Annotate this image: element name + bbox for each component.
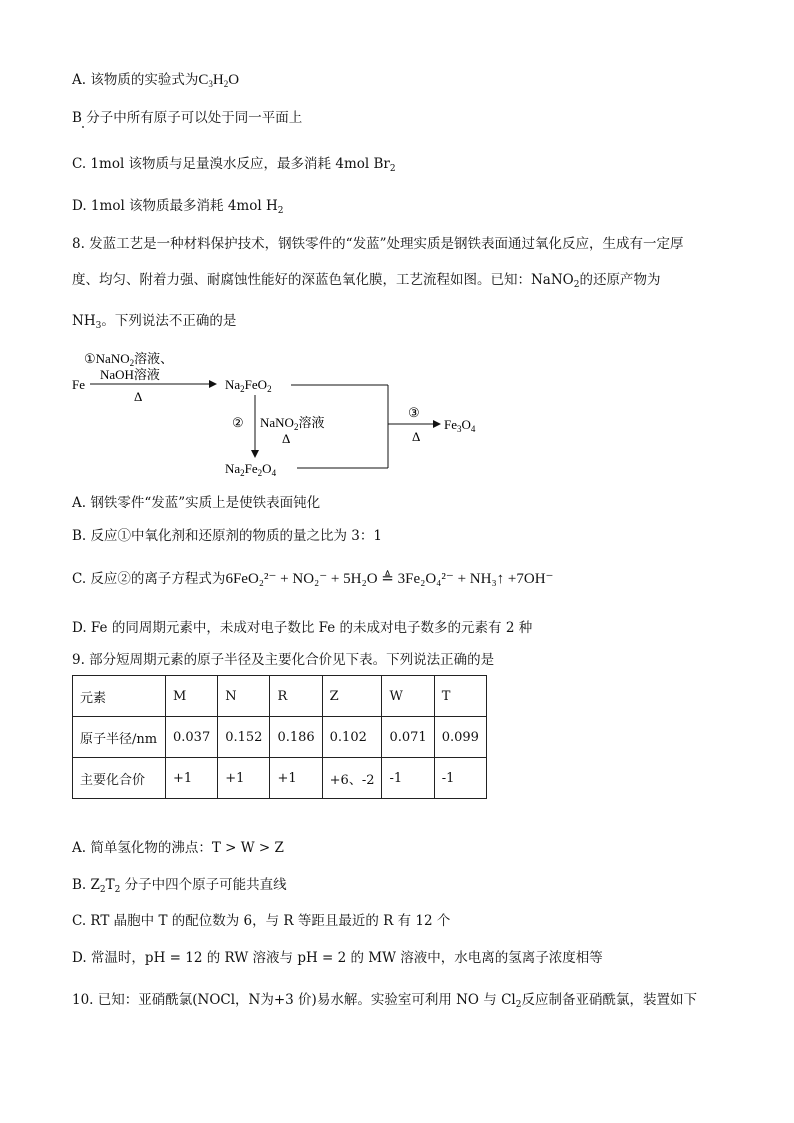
q8-option-d: D. Fe 的同周期元素中，未成对电子数比 Fe 的未成对电子数多的元素有 2 种 — [72, 620, 533, 636]
table-header-row — [73, 676, 487, 717]
step1-reagent-2: NaOH溶液 — [100, 367, 160, 382]
fe-label: Fe — [72, 377, 85, 392]
na2fe2o4-label: $Na_2Fe_2O_4$ — [225, 461, 277, 478]
q9-option-c: C. RT 晶胞中 T 的配位数为 6，与 R 等距且最近的 R 有 12 个 — [72, 913, 451, 929]
table-cell: +1 — [166, 758, 218, 799]
step2-delta: Δ — [282, 431, 291, 446]
q8-stem-line2: 度、均匀、附着力强、耐腐蚀性能好的深蓝色氧化膜，工艺流程如图。已知：NaNO$_2$的还原产物为 — [72, 272, 661, 290]
table-cell: 0.102 — [322, 717, 382, 758]
q7-option-c: C. 1mol 该物质与足量溴水反应，最多消耗 4mol $Br_2$ — [72, 156, 396, 174]
step2-label: ② — [232, 415, 244, 430]
q9-option-d: D. 常温时，pH = 12 的 RW 溶液与 pH = 2 的 MW 溶液中，水电离的氢离子浓度相等 — [72, 950, 603, 966]
table-cell: 原子半径/nm — [73, 717, 166, 758]
table-cell: Z — [322, 676, 382, 717]
q8-stem-line3: $NH_3$。下列说法不正确的是 — [72, 313, 237, 331]
q8-stem-line1: 8. 发蓝工艺是一种材料保护技术，钢铁零件的“发蓝”处理实质是钢铁表面通过氧化反应，生成有一定厚 — [72, 236, 684, 252]
table-cell: N — [218, 676, 270, 717]
q8-option-b: B. 反应①中氧化剂和还原剂的物质的量之比为 3：1 — [72, 528, 382, 544]
fe3o4-label: $Fe_3O_4$ — [444, 417, 476, 434]
q8-option-a: A. 钢铁零件“发蓝”实质上是使铁表面钝化 — [72, 495, 321, 511]
step1-reagent-1: ①NaNO$_2$溶液、 — [84, 351, 174, 368]
table-cell: +1 — [218, 758, 270, 799]
na2feo2-label: $Na_2FeO_2$ — [225, 377, 272, 394]
table-cell: 0.071 — [382, 717, 434, 758]
q8-c-equation: 6FeO₂²⁻ + NO₂⁻ + 5H₂O ≜ 3Fe₂O₄²⁻ + NH₃↑ +7OH⁻ — [225, 571, 554, 587]
table-cell: W — [382, 676, 434, 717]
element-table — [72, 675, 487, 799]
table-row — [73, 758, 487, 799]
table-cell: 0.186 — [270, 717, 322, 758]
table-row — [73, 717, 487, 758]
table-cell: 0.152 — [218, 717, 270, 758]
stray-dot — [82, 126, 84, 128]
process-flow-diagram — [70, 345, 510, 485]
q9-option-b: B. $Z_2T_2$ 分子中四个原子可能共直线 — [72, 877, 287, 895]
table-cell: 0.037 — [166, 717, 218, 758]
table-cell: 0.099 — [434, 717, 486, 758]
q7-a-formula: $C_3H_2O$ — [198, 72, 240, 89]
q10-stem: 10. 已知：亚硝酰氯(NOCl，N为+3 价)易水解。实验室可利用 NO 与 $Cl_2$反应制备亚硝酰氯，装置如下 — [72, 992, 697, 1010]
table-cell: 元素 — [73, 676, 166, 717]
table-cell: M — [166, 676, 218, 717]
q7-option-b: B 分子中所有原子可以处于同一平面上 — [72, 110, 303, 126]
q9-stem: 9. 部分短周期元素的原子半径及主要化合价见下表。下列说法正确的是 — [72, 652, 495, 668]
q7-option-a: A. 该物质的实验式为$C_3H_2O$ — [72, 72, 240, 89]
step2-reagent: NaNO$_2$溶液 — [260, 415, 325, 432]
table-cell: T — [434, 676, 486, 717]
table-cell: R — [270, 676, 322, 717]
q7-option-d: D. 1mol 该物质最多消耗 4mol $H_2$ — [72, 198, 284, 216]
step3-label: ③ — [408, 405, 420, 420]
q8-option-c: C. 反应②的离子方程式为6FeO₂²⁻ + NO₂⁻ + 5H₂O ≜ 3Fe₂O₄²⁻ + NH₃↑ +7OH⁻ — [72, 571, 554, 587]
table-cell: +6、-2 — [322, 758, 382, 799]
table-cell: -1 — [434, 758, 486, 799]
table-cell: -1 — [382, 758, 434, 799]
q9-option-a: A. 简单氢化物的沸点：T > W > Z — [72, 840, 284, 856]
step1-delta: Δ — [134, 389, 143, 404]
table-cell: 主要化合价 — [73, 758, 166, 799]
step3-delta: Δ — [412, 429, 421, 444]
table-cell: +1 — [270, 758, 322, 799]
